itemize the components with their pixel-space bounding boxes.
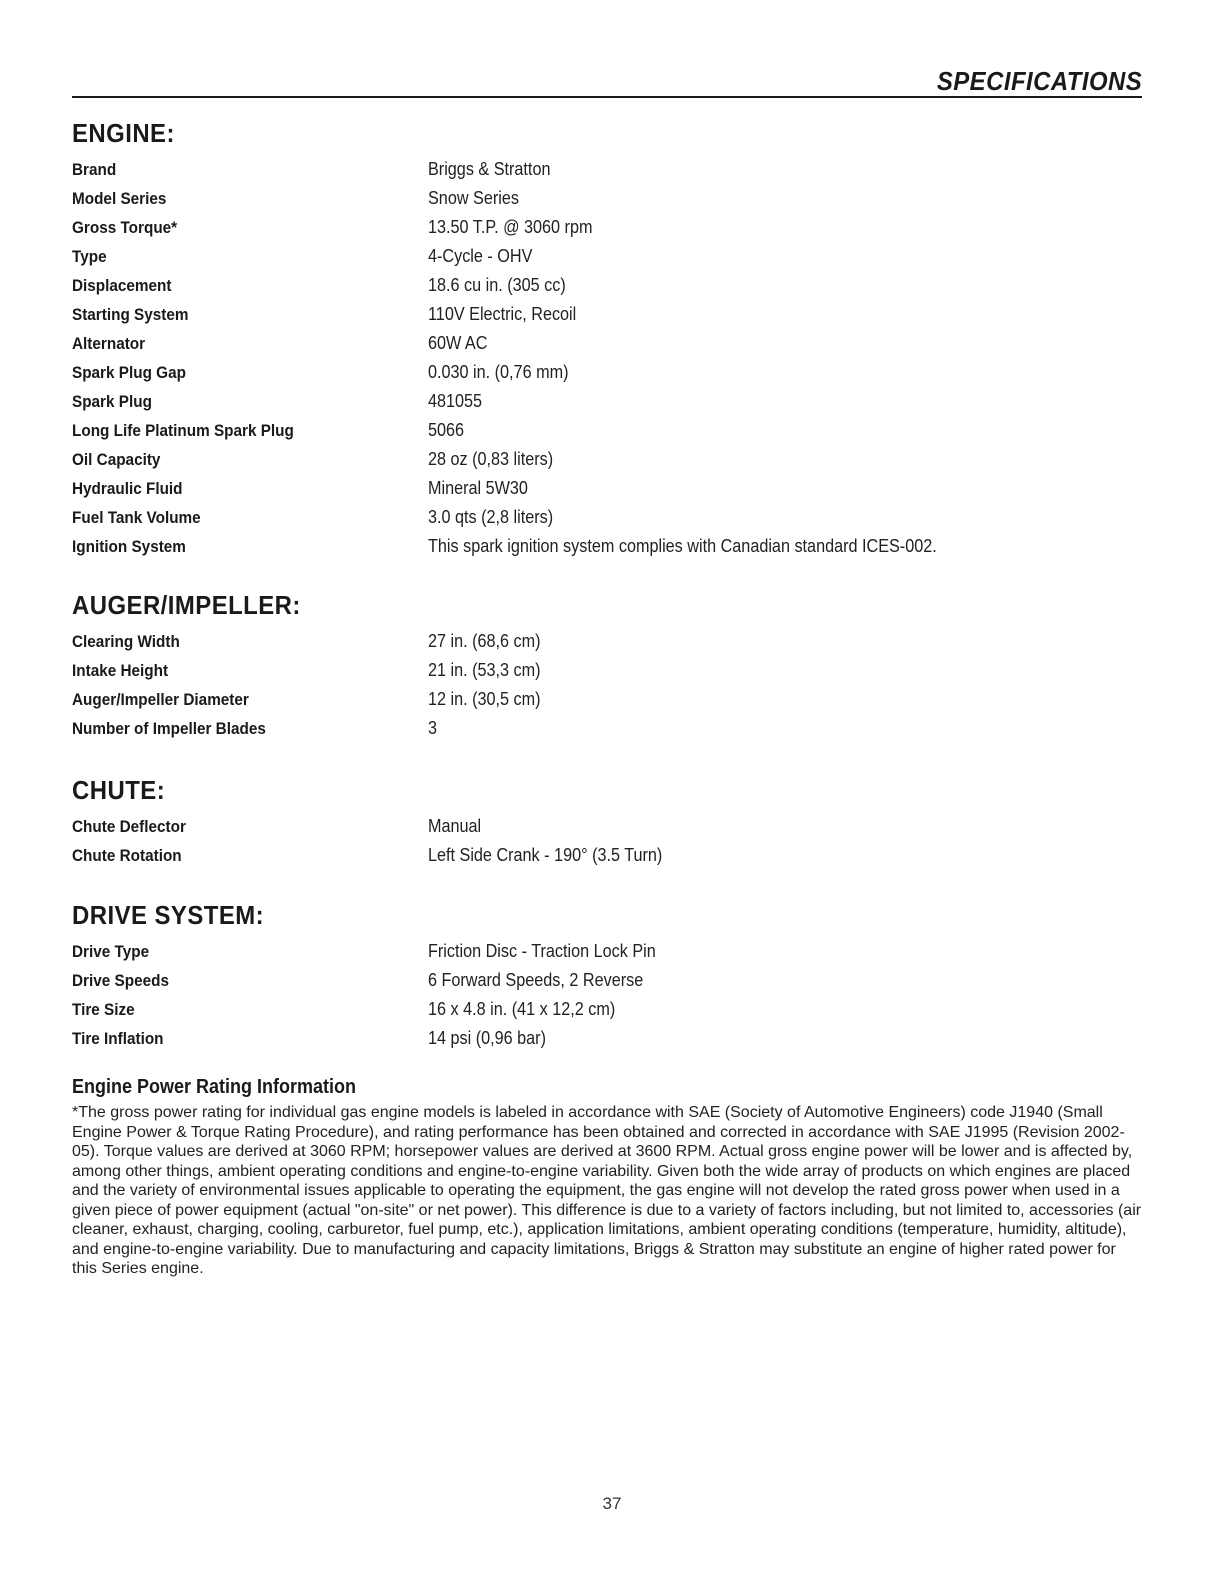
header-divider	[72, 96, 1142, 98]
spec-label: Drive Type	[72, 941, 150, 961]
power-rating-body: *The gross power rating for individual gas engine models is labeled in accordance with SAE (Society of Automotive Engineers) code J1940 (Small Engine Power & Torque Rating Procedure), and rating performance has been obtained and corrected in accordance with SAE J1995 (Revision 2002-05). Torque values are derived at 3060 RPM; horsepower values are derived at 3600 RPM. Actual gross engine power will be lower and is affected by, among other things, ambient operating conditions and engine-to-engine variability. Given both the wide array of products on which engines are placed and the variety of environmental issues applicable to operating the equipment, the gas engine will not develop the rated gross power when used in a given piece of power equipment (actual "on-site" or net power). This difference is due to a variety of factors including, but not limited to, accessories (air cleaner, exhaust, charging, cooling, carburetor, fuel pump, etc.), application limitations, ambient operating conditions (temperature, humidity, altitude), and engine-to-engine variability. Due to manufacturing and capacity limitations, Briggs & Stratton may substitute an engine of higher rated power for this Series engine.	[72, 1104, 1142, 1277]
spec-value: Manual	[428, 816, 482, 836]
spec-label: Starting System	[72, 304, 189, 324]
spec-label: Intake Height	[72, 660, 169, 680]
spec-value: 18.6 cu in. (305 cc)	[428, 275, 566, 295]
engine-section	[72, 118, 1142, 561]
spec-label: Brand	[72, 159, 117, 179]
spec-value: 16 x 4.8 in. (41 x 12,2 cm)	[428, 999, 616, 1019]
spec-label: Long Life Platinum Spark Plug	[72, 420, 294, 440]
spec-label: Fuel Tank Volume	[72, 507, 201, 527]
spec-value: 110V Electric, Recoil	[428, 304, 577, 324]
spec-label: Tire Size	[72, 999, 135, 1019]
spec-label: Chute Deflector	[72, 816, 186, 836]
spec-label: Hydraulic Fluid	[72, 478, 183, 498]
spec-value: 13.50 T.P. @ 3060 rpm	[428, 217, 593, 237]
spec-row	[72, 841, 1142, 870]
spec-label: Spark Plug	[72, 391, 152, 411]
spec-value: This spark ignition system complies with Canadian standard ICES-002.	[428, 536, 937, 556]
spec-value: 6 Forward Speeds, 2 Reverse	[428, 970, 644, 990]
spec-row	[72, 937, 1142, 966]
spec-label: Ignition System	[72, 536, 186, 556]
spec-label: Gross Torque*	[72, 217, 178, 237]
drive-section	[72, 900, 1142, 1053]
spec-row	[72, 685, 1142, 714]
spec-row	[72, 300, 1142, 329]
spec-value: Friction Disc - Traction Lock Pin	[428, 941, 656, 961]
spec-label: Chute Rotation	[72, 845, 182, 865]
spec-value: 14 psi (0,96 bar)	[428, 1028, 546, 1048]
spec-label: Number of Impeller Blades	[72, 718, 266, 738]
spec-row	[72, 503, 1142, 532]
spec-label: Auger/Impeller Diameter	[72, 689, 249, 709]
spec-value: 12 in. (30,5 cm)	[428, 689, 541, 709]
spec-value: 21 in. (53,3 cm)	[428, 660, 541, 680]
spec-row	[72, 445, 1142, 474]
spec-value: Left Side Crank - 190° (3.5 Turn)	[428, 845, 663, 865]
chute-section	[72, 775, 1142, 870]
spec-row	[72, 1024, 1142, 1053]
spec-label: Displacement	[72, 275, 172, 295]
chute-section-title: CHUTE:	[72, 775, 166, 805]
spec-label: Drive Speeds	[72, 970, 169, 990]
spec-value: 60W AC	[428, 333, 488, 353]
spec-label: Clearing Width	[72, 631, 180, 651]
spec-value: 3.0 qts (2,8 liters)	[428, 507, 554, 527]
spec-row	[72, 242, 1142, 271]
spec-row	[72, 155, 1142, 184]
spec-value: 481055	[428, 391, 483, 411]
auger-section-title: AUGER/IMPELLER:	[72, 590, 301, 620]
spec-row	[72, 358, 1142, 387]
spec-label: Tire Inflation	[72, 1028, 164, 1048]
spec-value: 4-Cycle - OHV	[428, 246, 533, 266]
spec-row	[72, 812, 1142, 841]
auger-section	[72, 590, 1142, 743]
spec-row	[72, 387, 1142, 416]
spec-row	[72, 532, 1142, 561]
spec-label: Alternator	[72, 333, 146, 353]
spec-row	[72, 213, 1142, 242]
spec-row	[72, 656, 1142, 685]
spec-value: Snow Series	[428, 188, 519, 208]
power-rating-title: Engine Power Rating Information	[72, 1076, 357, 1098]
spec-value: 28 oz (0,83 liters)	[428, 449, 554, 469]
spec-row	[72, 995, 1142, 1024]
spec-value: 27 in. (68,6 cm)	[428, 631, 541, 651]
spec-row	[72, 329, 1142, 358]
spec-row	[72, 714, 1142, 743]
spec-row	[72, 627, 1142, 656]
page-header-title: SPECIFICATIONS	[936, 66, 1142, 96]
spec-value: Mineral 5W30	[428, 478, 528, 498]
spec-row	[72, 271, 1142, 300]
spec-value: Briggs & Stratton	[428, 159, 551, 179]
spec-value: 3	[428, 718, 438, 738]
spec-value: 0.030 in. (0,76 mm)	[428, 362, 569, 382]
power-rating-note	[72, 1076, 1142, 1279]
spec-label: Oil Capacity	[72, 449, 161, 469]
spec-row	[72, 966, 1142, 995]
spec-row	[72, 416, 1142, 445]
drive-spec-list	[72, 937, 1142, 1053]
engine-spec-list	[72, 155, 1142, 561]
spec-label: Model Series	[72, 188, 167, 208]
auger-spec-list	[72, 627, 1142, 743]
spec-label: Type	[72, 246, 107, 266]
spec-value: 5066	[428, 420, 465, 440]
engine-section-title: ENGINE:	[72, 118, 175, 148]
spec-row	[72, 184, 1142, 213]
page-number: 37	[602, 1494, 622, 1513]
spec-row	[72, 474, 1142, 503]
drive-section-title: DRIVE SYSTEM:	[72, 900, 265, 930]
chute-spec-list	[72, 812, 1142, 870]
spec-label: Spark Plug Gap	[72, 362, 186, 382]
